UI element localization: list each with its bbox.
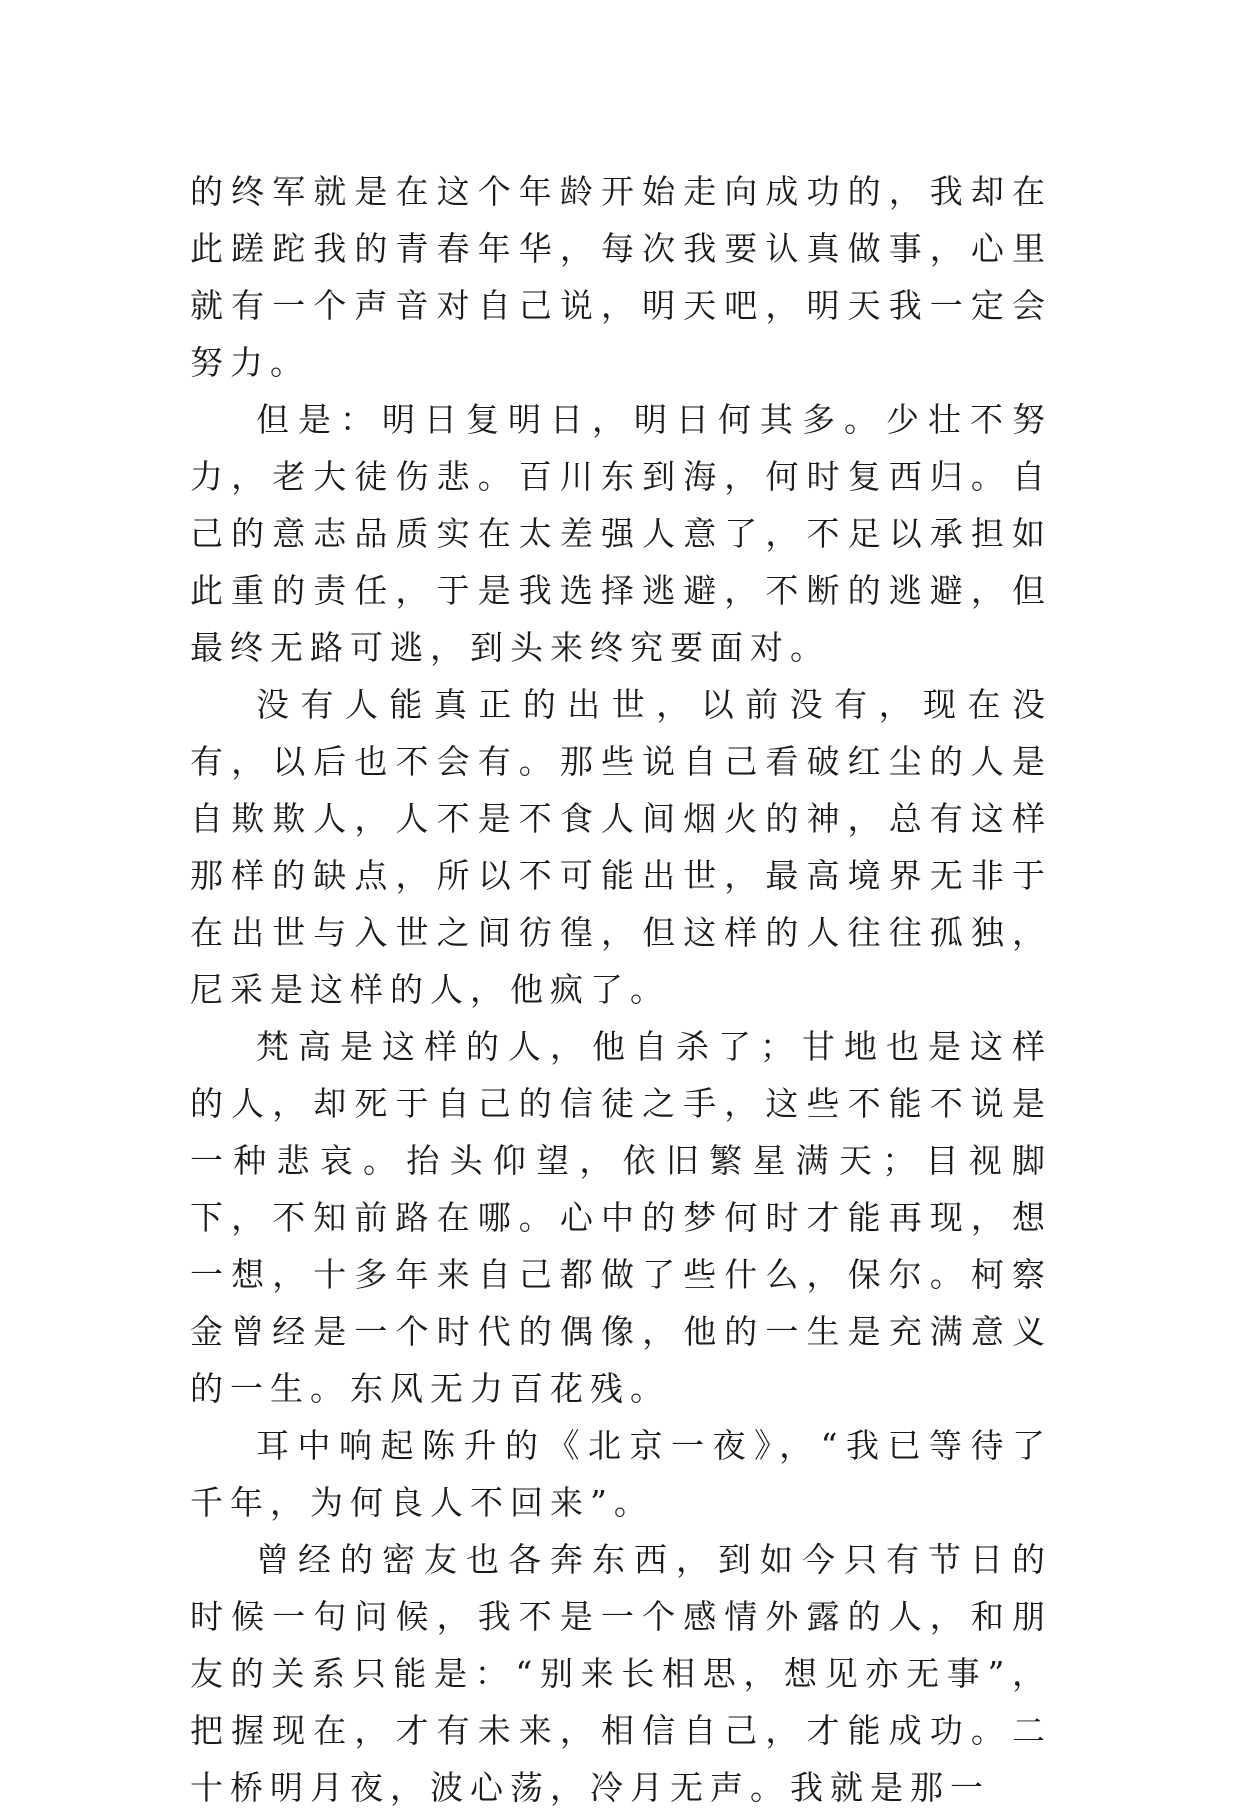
paragraph-3: 没有人能真正的出世，以前没有，现在没有，以后也不会有。那些说自己看破红尘的人是自欺欺人，人不是不食人间烟火的神，总有这样那样的缺点，所以不可能出世，最高境界无非于在出世与入世之间彷徨，但这样的人往往孤独，尼采是这样的人，他疯了。 bbox=[190, 685, 1052, 1009]
paragraph-5: 耳中响起陈升的《北京一夜》，“我已等待了千年，为何良人不回来”。 bbox=[190, 1426, 1052, 1522]
document-body bbox=[190, 163, 1052, 1816]
paragraph-6: 曾经的密友也各奔东西，到如今只有节日的时候一句问候，我不是一个感情外露的人，和朋友的关系只能是：“别来长相思，想见亦无事”，把握现在，才有未来，相信自己，才能成功。二十桥明月夜，波心荡，冷月无声。我就是那一 bbox=[190, 1540, 1052, 1807]
paragraph-4: 梵高是这样的人，他自杀了；甘地也是这样的人，却死于自己的信徒之手，这些不能不说是一种悲哀。抬头仰望，依旧繁星满天；目视脚下，不知前路在哪。心中的梦何时才能再现，想一想，十多年来自己都做了些什么，保尔。柯察金曾经是一个时代的偶像，他的一生是充满意义的一生。东风无力百花残。 bbox=[190, 1027, 1052, 1408]
paragraph-1: 的终军就是在这个年龄开始走向成功的，我却在此蹉跎我的青春年华，每次我要认真做事，心里就有一个声音对自己说，明天吧，明天我一定会努力。 bbox=[190, 172, 1052, 382]
paragraph-2: 但是：明日复明日，明日何其多。少壮不努力，老大徒伤悲。百川东到海，何时复西归。自己的意志品质实在太差强人意了，不足以承担如此重的责任，于是我选择逃避，不断的逃避，但最终无路可逃，到头来终究要面对。 bbox=[190, 400, 1052, 667]
